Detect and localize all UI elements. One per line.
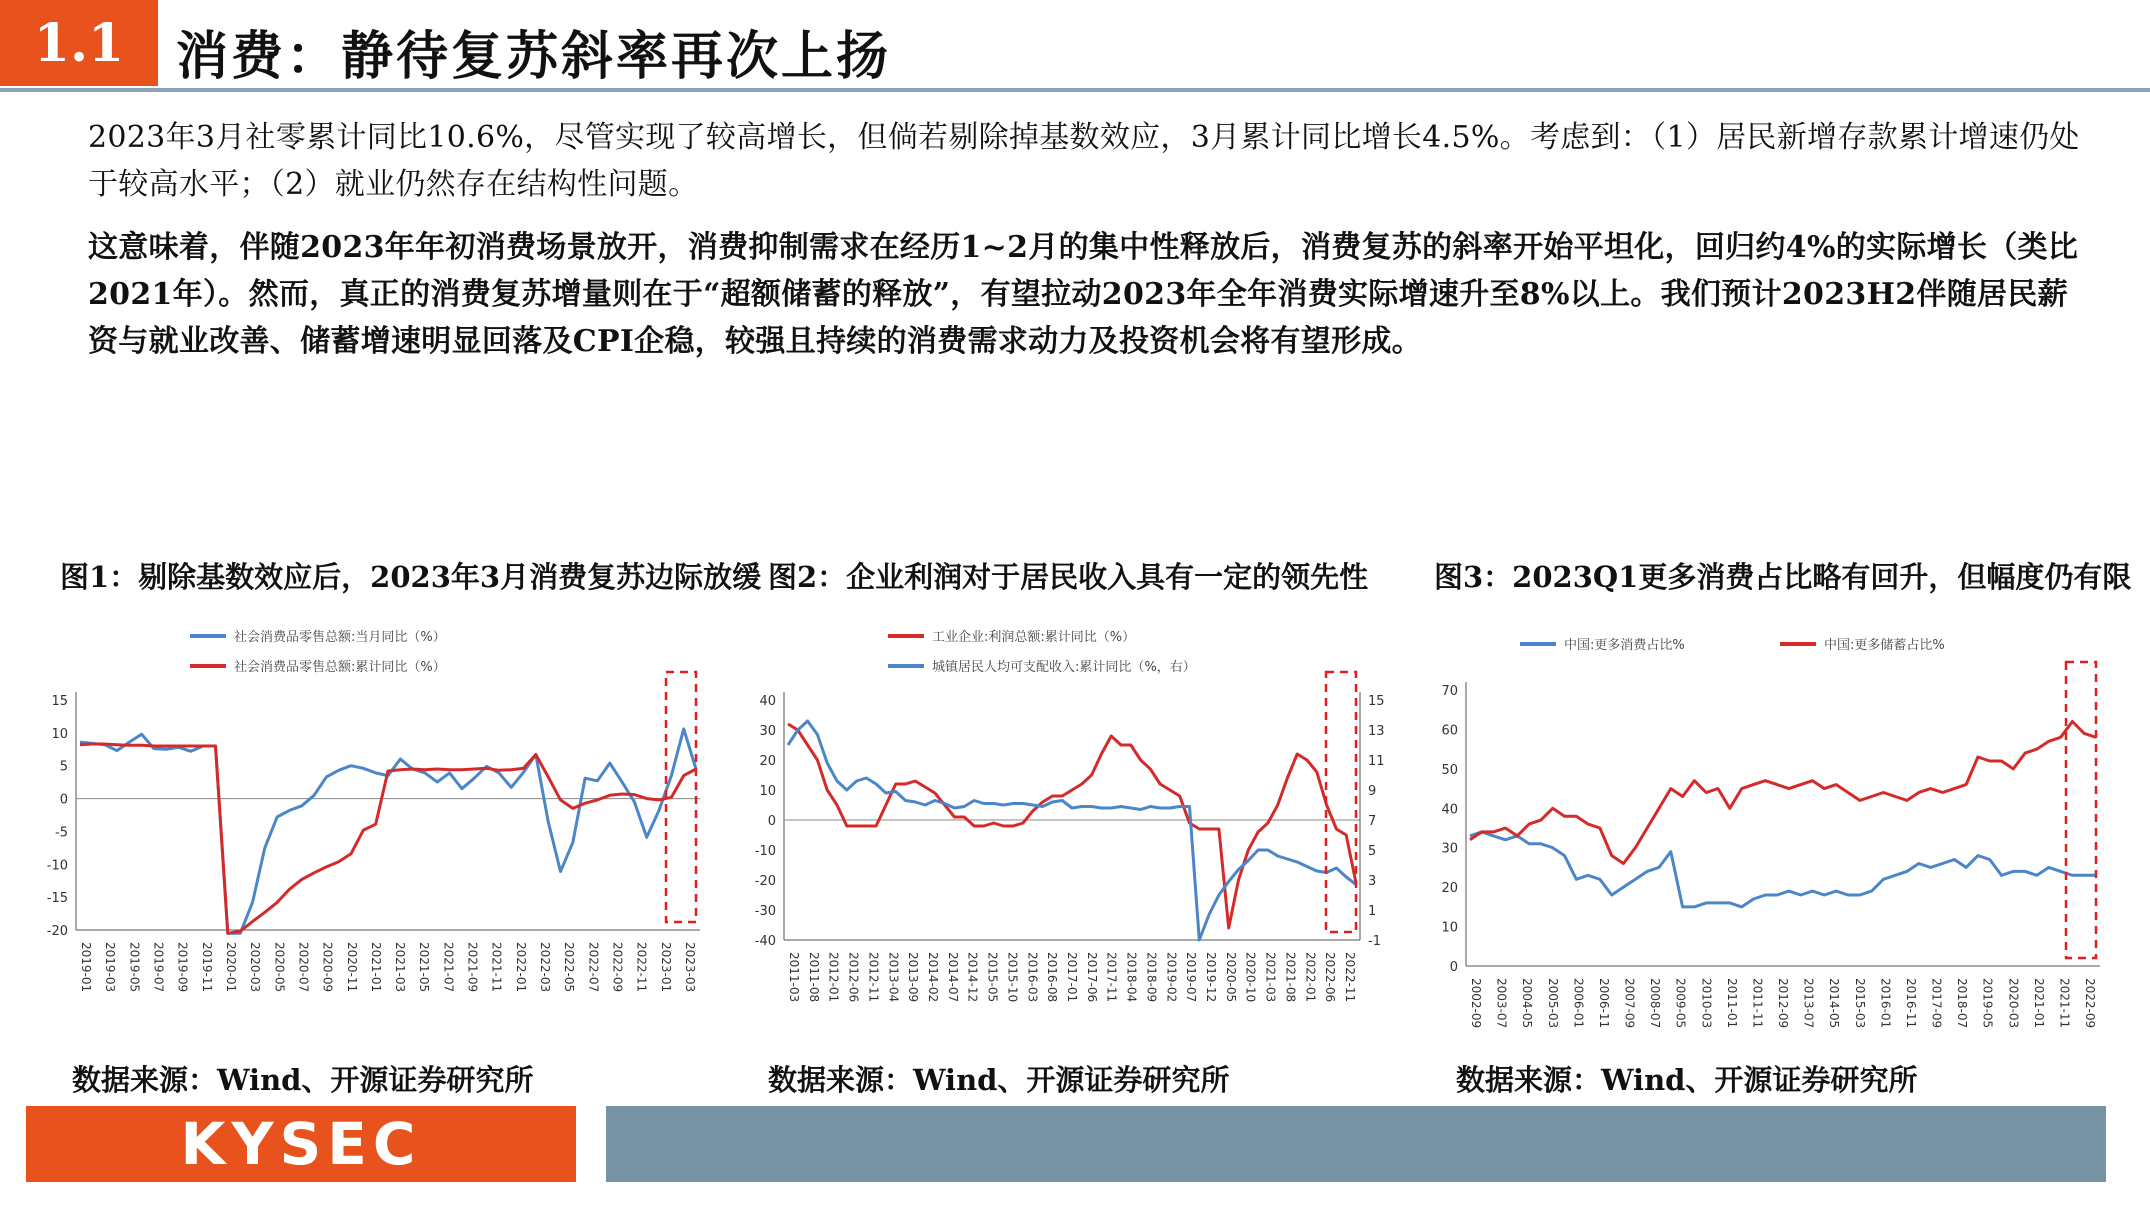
section-number-badge [0, 0, 158, 86]
x-tick-label: 2016-11 [1903, 978, 1918, 1029]
y-tick-label: 60 [1441, 723, 1458, 739]
x-tick-label: 2009-05 [1673, 978, 1688, 1029]
header-divider [0, 88, 2150, 92]
x-tick-label: 2019-07 [1184, 952, 1199, 1003]
x-tick-label: 2020-01 [223, 942, 238, 993]
y-tick-label: 70 [1441, 684, 1458, 699]
paragraph-outlook: 这意味着，伴随2023年年初消费场景放开，消费抑制需求在经历1~2月的集中性释放后，消费复苏的斜率开始平坦化，回归约4%的实际增长（类比2021年）。然而，真正的消费复苏增量则在于“超额储蓄的释放”，有望拉动2023年全年消费实际增速升至8%以上。我们预计2023H2伴随居民薪资与就业改善、储蓄增速明显回落及CPI企稳，较强且持续的消费需求动力及投资机会将有望形成。 [88, 230, 2079, 359]
x-tick-label: 2017-09 [1929, 978, 1944, 1029]
x-tick-label: 2018-04 [1124, 952, 1139, 1003]
x-tick-label: 2017-01 [1065, 952, 1079, 1003]
y-tick-label: 0 [1449, 960, 1458, 975]
y-tick-label: 15 [51, 694, 68, 709]
x-tick-label: 2019-01 [79, 942, 93, 993]
x-tick-label: 2019-12 [1204, 952, 1218, 1003]
y2-tick-label: 11 [1368, 754, 1385, 769]
x-tick-label: 2020-03 [248, 942, 263, 993]
x-tick-label: 2017-11 [1104, 952, 1119, 1003]
section-number: 1.1 [33, 12, 125, 74]
x-tick-label: 2011-08 [806, 952, 821, 1003]
highlight-box [1326, 672, 1356, 932]
x-tick-label: 2021-03 [1263, 952, 1278, 1003]
legend-label: 中国:更多消费占比% [1564, 638, 1685, 653]
y-tick-label: 40 [1441, 802, 1458, 818]
x-tick-label: 2023-03 [683, 942, 697, 993]
y-tick-label: -20 [754, 874, 776, 889]
y2-tick-label: 9 [1368, 784, 1377, 799]
page-title: 消费：静待复苏斜率再次上扬 [176, 26, 892, 87]
y-tick-label: -30 [754, 904, 776, 919]
y-tick-label: -10 [46, 858, 68, 874]
y-tick-label: 10 [1441, 920, 1458, 936]
x-tick-label: 2014-07 [945, 952, 960, 1003]
x-tick-label: 2021-05 [417, 942, 432, 993]
x-tick-label: 2020-03 [2006, 978, 2021, 1029]
legend-label: 社会消费品零售总额:当月同比（%） [234, 630, 446, 645]
x-tick-label: 2019-09 [175, 942, 190, 993]
legend-label: 城镇居民人均可支配收入:累计同比（%，右） [932, 660, 1196, 675]
x-tick-label: 2018-07 [1955, 978, 1970, 1029]
x-tick-label: 2020-11 [344, 942, 359, 993]
y-tick-label: 10 [759, 784, 776, 799]
legend-label: 中国:更多储蓄占比% [1824, 638, 1945, 653]
figure-1-title: 图1：剔除基数效应后，2023年3月消费复苏边际放缓 [60, 560, 762, 594]
x-tick-label: 2014-12 [965, 952, 980, 1003]
x-tick-label: 2021-01 [368, 942, 383, 993]
x-tick-label: 2023-01 [658, 942, 673, 993]
y-tick-label: 20 [1441, 881, 1458, 897]
y-tick-label: 0 [59, 792, 68, 808]
x-tick-label: 2022-11 [634, 942, 649, 993]
x-tick-label: 2021-01 [2031, 978, 2046, 1029]
x-tick-label: 2019-05 [127, 942, 142, 993]
x-tick-label: 2013-07 [1801, 978, 1816, 1029]
y2-tick-label: 5 [1368, 844, 1377, 859]
x-tick-label: 2005-03 [1545, 978, 1560, 1029]
y-tick-label: 40 [759, 694, 776, 709]
x-tick-label: 2007-09 [1622, 978, 1637, 1029]
x-tick-label: 2016-01 [1878, 978, 1893, 1029]
figure-3-source: 数据来源：Wind、开源证券研究所 [1456, 1063, 1918, 1097]
x-tick-label: 2011-11 [1750, 978, 1765, 1029]
figure-3-title: 图3：2023Q1更多消费占比略有回升，但幅度仍有限 [1434, 560, 2132, 594]
x-tick-label: 2021-03 [393, 942, 408, 993]
x-tick-label: 2016-03 [1025, 952, 1040, 1003]
x-tick-label: 2010-03 [1699, 978, 1714, 1029]
x-tick-label: 2019-07 [151, 942, 166, 993]
x-tick-label: 2022-07 [586, 942, 601, 993]
x-tick-label: 2012-11 [866, 952, 881, 1003]
x-tick-label: 2015-10 [1005, 952, 1020, 1003]
y-tick-label: 30 [759, 724, 776, 739]
x-tick-label: 2004-05 [1520, 978, 1535, 1029]
x-tick-label: 2015-05 [985, 952, 1000, 1003]
x-tick-label: 2016-08 [1045, 952, 1060, 1003]
y-tick-label: -5 [55, 825, 68, 841]
x-tick-label: 2020-09 [320, 942, 335, 993]
y2-tick-label: 3 [1368, 874, 1377, 889]
y-tick-label: 10 [51, 726, 68, 742]
legend-label: 社会消费品零售总额:累计同比（%） [234, 660, 446, 675]
y-tick-label: 0 [767, 814, 776, 829]
figure-1-source: 数据来源：Wind、开源证券研究所 [72, 1063, 534, 1097]
x-tick-label: 2014-05 [1827, 978, 1842, 1029]
figure-1-chart [40, 610, 720, 1050]
x-tick-label: 2022-01 [513, 942, 528, 993]
footer-bar [606, 1106, 2106, 1182]
x-tick-label: 2020-05 [272, 942, 287, 993]
x-tick-label: 2022-09 [610, 942, 625, 993]
y2-tick-label: -1 [1368, 934, 1381, 949]
x-tick-label: 2006-11 [1596, 978, 1611, 1029]
x-tick-label: 2020-05 [1223, 952, 1238, 1003]
x-tick-label: 2022-03 [538, 942, 553, 993]
figure-3-chart [1420, 610, 2120, 1050]
x-tick-label: 2008-07 [1648, 978, 1663, 1029]
x-tick-label: 2022-09 [2083, 978, 2097, 1029]
series-line-1 [1470, 722, 2096, 864]
x-tick-label: 2017-06 [1084, 952, 1099, 1003]
figure-2-source: 数据来源：Wind、开源证券研究所 [768, 1063, 1230, 1097]
x-tick-label: 2013-09 [906, 952, 921, 1003]
x-tick-label: 2015-03 [1852, 978, 1867, 1029]
x-tick-label: 2019-05 [1980, 978, 1995, 1029]
figure-2-chart [740, 610, 1400, 1050]
x-tick-label: 2012-06 [846, 952, 861, 1003]
x-tick-label: 2022-11 [1343, 952, 1357, 1003]
x-tick-label: 2021-09 [465, 942, 480, 993]
x-tick-label: 2022-05 [562, 942, 577, 993]
x-tick-label: 2003-07 [1494, 978, 1509, 1029]
y-tick-label: 5 [59, 759, 68, 775]
x-tick-label: 2011-03 [787, 952, 801, 1003]
x-tick-label: 2022-06 [1323, 952, 1338, 1003]
y2-tick-label: 15 [1368, 694, 1385, 709]
x-tick-label: 2021-07 [441, 942, 456, 993]
x-tick-label: 2012-09 [1776, 978, 1790, 1029]
x-tick-label: 2011-01 [1724, 978, 1739, 1029]
x-tick-label: 2019-03 [103, 942, 118, 993]
x-tick-label: 2021-08 [1283, 952, 1298, 1003]
y2-tick-label: 13 [1368, 724, 1385, 739]
x-tick-label: 2021-11 [489, 942, 504, 993]
y2-tick-label: 7 [1368, 814, 1377, 829]
y-tick-label: -20 [46, 924, 68, 939]
x-tick-label: 2018-09 [1144, 952, 1159, 1003]
series-line-0 [1470, 832, 2096, 907]
y-tick-label: -40 [754, 934, 776, 949]
logo-text: KYSEC [180, 1110, 422, 1178]
y-tick-label: 50 [1441, 762, 1458, 778]
y-tick-label: 30 [1441, 841, 1458, 857]
series-line-1 [788, 721, 1356, 940]
x-tick-label: 2002-09 [1469, 978, 1483, 1029]
x-tick-label: 2020-07 [296, 942, 311, 993]
y-tick-label: -10 [754, 844, 776, 859]
series-line-0 [80, 729, 696, 933]
y-tick-label: -15 [46, 891, 68, 907]
x-tick-label: 2020-10 [1243, 952, 1258, 1003]
x-tick-label: 2013-04 [886, 952, 901, 1003]
x-tick-label: 2021-11 [2057, 978, 2072, 1029]
y2-tick-label: 1 [1368, 904, 1377, 919]
series-line-0 [788, 724, 1356, 928]
x-tick-label: 2019-02 [1164, 952, 1179, 1003]
legend-label: 工业企业:利润总额:累计同比（%） [932, 630, 1136, 645]
x-tick-label: 2022-01 [1303, 952, 1318, 1003]
highlight-box [2066, 662, 2096, 958]
x-tick-label: 2014-02 [926, 952, 940, 1003]
y-tick-label: 20 [759, 754, 776, 769]
figure-2-title: 图2：企业利润对于居民收入具有一定的领先性 [768, 560, 1369, 594]
kysec-logo [26, 1106, 576, 1182]
x-tick-label: 2006-01 [1571, 978, 1586, 1029]
x-tick-label: 2012-01 [826, 952, 841, 1003]
x-tick-label: 2019-11 [199, 942, 214, 993]
paragraph-summary: 2023年3月社零累计同比10.6%，尽管实现了较高增长，但倘若剔除掉基数效应，3月累计同比增长4.5%。考虑到：（1）居民新增存款累计增速仍处于较高水平；（2）就业仍然存在结构性问题。 [88, 120, 2080, 202]
